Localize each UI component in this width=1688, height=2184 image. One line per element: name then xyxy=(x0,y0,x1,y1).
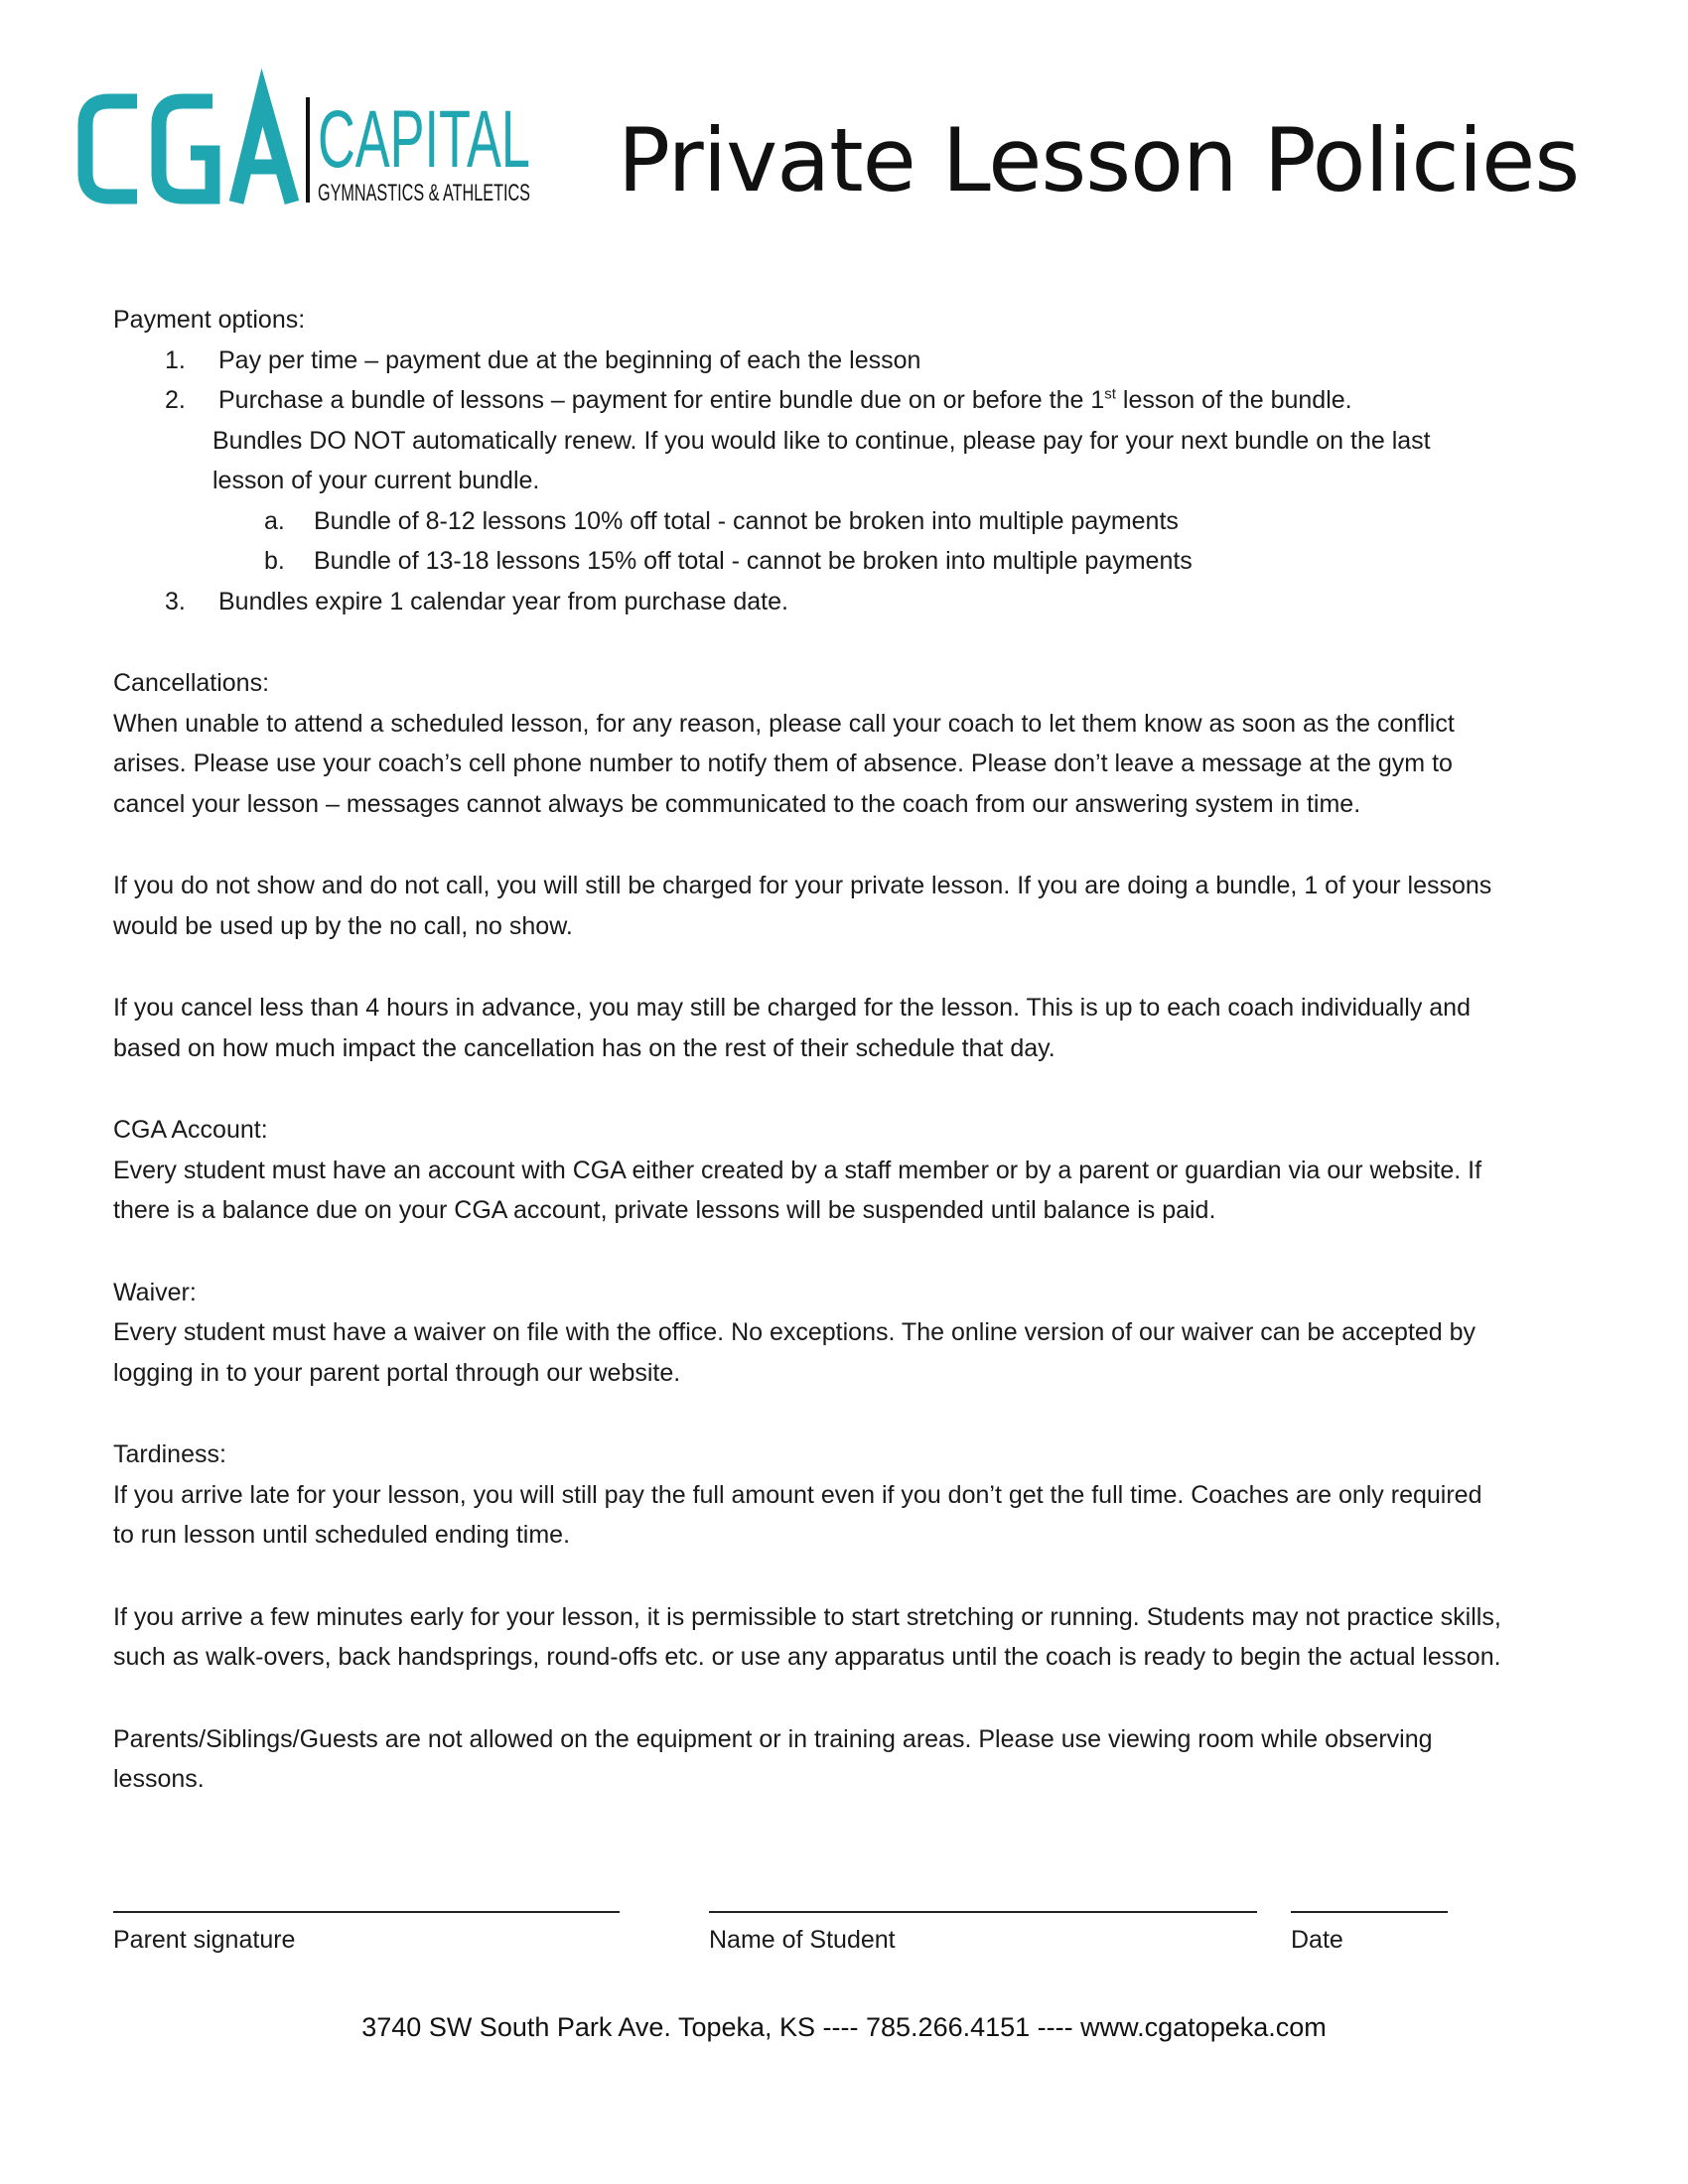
cga-logo xyxy=(75,87,532,216)
logo-name-text: CAPITAL xyxy=(318,94,530,185)
cancellations-paragraph: If you do not show and do not call, you will still be charged for your private lesson. If you are doing a bundle, 1 of your lessons would be used up by the no call, no show. xyxy=(113,872,1492,940)
signature-line xyxy=(113,1911,620,1913)
policy-content xyxy=(113,300,1503,1800)
waiver-heading: Waiver: xyxy=(113,1278,197,1306)
page-title: Private Lesson Policies xyxy=(618,109,1580,211)
sublist-item: b. Bundle of 13-18 lessons 15% off total - cannot be broken into multiple payments xyxy=(264,547,1193,575)
date-label: Date xyxy=(1291,1926,1343,1954)
list-item-text: Purchase a bundle of lessons – payment for entire bundle due on or before the 1st lesson of the bundle. xyxy=(218,385,1352,414)
list-item: 3. Bundles expire 1 calendar year from purchase date. xyxy=(165,587,788,615)
cancellations-paragraph: When unable to attend a scheduled lesson, for any reason, please call your coach to let them know as soon as the conflict arises. Please use your coach’s cell phone number to notify them of absence. Please don’t leave a message at the gym to cancel your lesson – messages cannot always be communicated to the coach from our answering system in time. xyxy=(113,709,1455,818)
parent-signature-label: Parent signature xyxy=(113,1926,296,1954)
account-paragraph: Every student must have an account with CGA either created by a staff member or by a parent or guardian via our website. If there is a balance due on your CGA account, private lessons will be suspended until balance is paid. xyxy=(113,1156,1482,1224)
sublist-item: a. Bundle of 8-12 lessons 10% off total - cannot be broken into multiple payments xyxy=(264,506,1179,535)
guests-paragraph: Parents/Siblings/Guests are not allowed on the equipment or in training areas. Please use viewing room while observing lessons. xyxy=(113,1724,1433,1793)
cancellations-heading: Cancellations: xyxy=(113,669,270,697)
student-name-field[interactable] xyxy=(709,1911,1257,1957)
footer-contact: 3740 SW South Park Ave. Topeka, KS ---- 785.266.4151 ---- www.cgatopeka.com xyxy=(361,2012,1327,2042)
cancellations-paragraph: If you cancel less than 4 hours in advance, you may still be charged for the lesson. This is up to each coach individually and based on how much impact the cancellation has on the rest of their schedule that day. xyxy=(113,994,1471,1062)
parent-signature-field[interactable] xyxy=(113,1911,620,1957)
bundle-sublist xyxy=(218,501,1503,582)
payment-list xyxy=(113,341,1503,622)
student-name-label: Name of Student xyxy=(709,1926,896,1954)
date-field[interactable] xyxy=(1291,1911,1448,1957)
list-item-text: Bundles expire 1 calendar year from purchase date. xyxy=(218,587,788,615)
list-item: 1. Pay per time – payment due at the beginning of each the lesson xyxy=(165,345,921,374)
list-item-continuation: Bundles DO NOT automatically renew. If you would like to continue, please pay for your next bundle on the last lesson of your current bundle. xyxy=(212,426,1431,494)
list-item: 2. Purchase a bundle of lessons – payment for entire bundle due on or before the 1st lesson of the bundle. Bundles DO NOT automatically renew. If you would like to continue, please pay for your next bundle on the last lesson of your current bundle. a. Bundle of 8-12 lessons 10% off total - cannot be broken into multiple payments b. Bundle of 13-18 lessons 15% off total - cannot be broken into multiple payments xyxy=(113,380,1503,582)
account-heading: CGA Account: xyxy=(113,1116,268,1144)
payment-heading: Payment options: xyxy=(113,306,306,334)
waiver-paragraph: Every student must have a waiver on file with the office. No exceptions. The online version of our waiver can be accepted by logging in to your parent portal through our website. xyxy=(113,1318,1477,1387)
tardiness-heading: Tardiness: xyxy=(113,1440,226,1468)
signature-line xyxy=(1291,1911,1448,1913)
list-item-text: Pay per time – payment due at the beginning of each the lesson xyxy=(218,345,921,374)
logo-tagline-text: GYMNASTICS & ATHLETICS xyxy=(318,180,530,206)
tardiness-paragraph: If you arrive late for your lesson, you will still pay the full amount even if you don’t get the full time. Coaches are only required to run lesson until scheduled ending time. xyxy=(113,1480,1482,1549)
signature-line xyxy=(709,1911,1257,1913)
tardiness-paragraph: If you arrive a few minutes early for your lesson, it is permissible to start stretching or running. Students may not practice skills, such as walk-overs, back handsprings, round-offs etc. or use any apparatus until the coach is ready to begin the actual lesson. xyxy=(113,1602,1501,1671)
